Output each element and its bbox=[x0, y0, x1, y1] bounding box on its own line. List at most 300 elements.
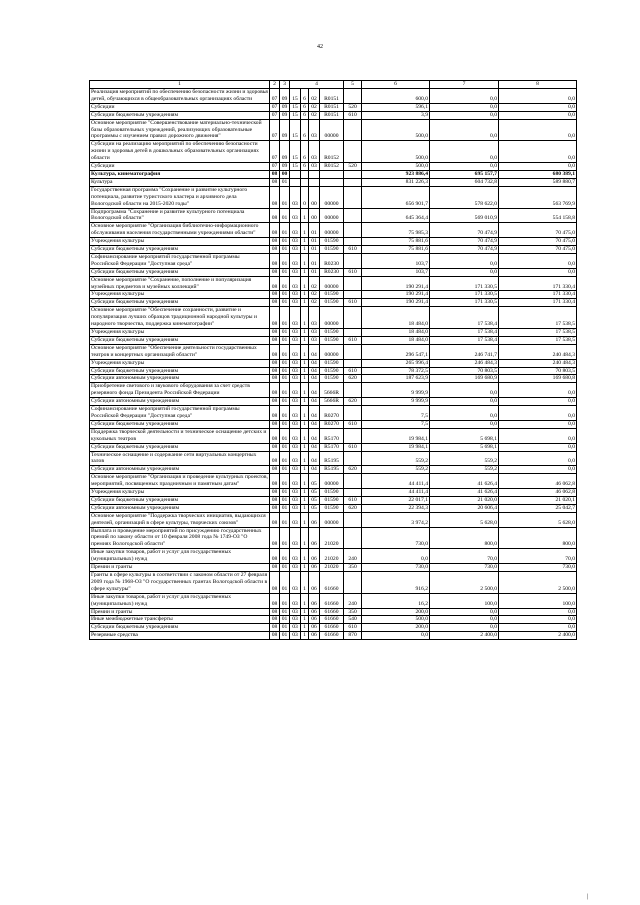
row-value-cell: 01590 bbox=[320, 489, 344, 497]
row-value-cell: 03 bbox=[290, 624, 301, 632]
row-value-cell: 17 538,4 bbox=[430, 336, 499, 344]
row-value-cell bbox=[344, 572, 362, 594]
row-value-cell: 46 062,8 bbox=[499, 489, 577, 497]
row-value-cell: 610 bbox=[344, 111, 362, 119]
table-row bbox=[90, 359, 577, 367]
row-value-cell: 0,0 bbox=[430, 268, 499, 276]
row-value-cell: 75 985,3 bbox=[362, 223, 430, 238]
row-value-cell: 01 bbox=[280, 474, 290, 489]
row-value-cell: 08 bbox=[270, 367, 280, 375]
row-value-cell: R0152 bbox=[320, 163, 344, 171]
row-value-cell: 246 741,7 bbox=[430, 344, 499, 359]
row-value-cell: 08 bbox=[270, 398, 280, 406]
row-value-cell: 169 680,8 bbox=[499, 375, 577, 383]
row-value-cell: 61660 bbox=[320, 632, 344, 640]
row-name-cell: Иные закупки товаров, работ и услуг для государственных (муниципальных) нужд bbox=[90, 549, 270, 564]
row-value-cell: 610 bbox=[344, 336, 362, 344]
row-value-cell bbox=[344, 474, 362, 489]
row-value-cell: 01 bbox=[280, 367, 290, 375]
row-value-cell: 07 bbox=[270, 119, 280, 141]
row-value-cell: 01 bbox=[280, 527, 290, 549]
corner-mark: | bbox=[587, 894, 589, 900]
row-value-cell: 75 881,6 bbox=[362, 238, 430, 246]
row-value-cell: 00000 bbox=[320, 344, 344, 359]
row-name-cell: Премии и гранты bbox=[90, 608, 270, 616]
row-value-cell: 08 bbox=[270, 406, 280, 421]
row-value-cell: 09 bbox=[280, 89, 290, 104]
row-value-cell: 21 020,0 bbox=[430, 496, 499, 504]
row-value-cell: 589 880,7 bbox=[499, 178, 577, 186]
row-name-cell: Подпрограмма "Сохранение и развитие культурного потенциала Вологодской области" bbox=[90, 208, 270, 223]
row-value-cell: 3,9 bbox=[362, 111, 430, 119]
row-value-cell: 1 bbox=[301, 443, 309, 451]
row-value-cell: 08 bbox=[270, 253, 280, 268]
row-value-cell: 08 bbox=[270, 632, 280, 640]
row-value-cell: 190 291,4 bbox=[362, 276, 430, 291]
row-value-cell: 200,0 bbox=[362, 608, 430, 616]
row-value-cell: 08 bbox=[270, 299, 280, 307]
row-value-cell: 0,0 bbox=[499, 119, 577, 141]
row-value-cell: 1 bbox=[301, 489, 309, 497]
row-value-cell: 03 bbox=[290, 608, 301, 616]
row-name-cell: Субсидии на реализацию мероприятий по обеспечению безопасности жизни и здоровья детей в дошкольных образовательных организациях области bbox=[90, 141, 270, 163]
table-row bbox=[90, 512, 577, 527]
row-value-cell: 2 400,0 bbox=[499, 632, 577, 640]
row-value-cell: 00000 bbox=[320, 474, 344, 489]
row-value-cell: 06 bbox=[309, 624, 320, 632]
page-number: 42 bbox=[317, 44, 323, 50]
row-value-cell: 0,0 bbox=[499, 111, 577, 119]
row-value-cell: 0,0 bbox=[430, 89, 499, 104]
row-value-cell: 5 698,1 bbox=[430, 443, 499, 451]
row-value-cell: 0,0 bbox=[430, 398, 499, 406]
row-name-cell: Реализация мероприятий по обеспечению безопасности жизни и здоровья детей, обучающихся в общеобразовательных организациях области bbox=[91, 89, 268, 102]
row-value-cell: 01 bbox=[280, 451, 290, 466]
header-cell: 6 bbox=[362, 81, 430, 89]
row-value-cell: 03 bbox=[309, 307, 320, 329]
row-value-cell: 21 020,1 bbox=[499, 496, 577, 504]
table-row bbox=[90, 572, 577, 594]
row-value-cell: 1 bbox=[301, 420, 309, 428]
row-value-cell bbox=[344, 253, 362, 268]
row-value-cell: 171 330,4 bbox=[499, 299, 577, 307]
row-value-cell: 01 bbox=[280, 466, 290, 474]
row-value-cell: 596,1 bbox=[362, 103, 430, 111]
row-value-cell: 08 bbox=[270, 572, 280, 594]
row-value-cell: 1 bbox=[301, 564, 309, 572]
row-name-cell: Субсидии автономным учреждениям bbox=[90, 375, 270, 383]
row-name-cell: Поддержка творческой деятельности и техническое оснащение детских и кукольных театров bbox=[90, 428, 270, 443]
row-value-cell: 680 389,1 bbox=[499, 170, 577, 178]
header-cell: 4 bbox=[290, 81, 344, 89]
row-value-cell bbox=[344, 89, 362, 104]
row-value-cell: 1 bbox=[301, 466, 309, 474]
row-value-cell: 17 538,5 bbox=[499, 307, 577, 329]
row-value-cell: 70 474,9 bbox=[430, 238, 499, 246]
row-value-cell: R5170 bbox=[320, 428, 344, 443]
row-value-cell: 0,0 bbox=[430, 111, 499, 119]
row-value-cell: 1 bbox=[301, 268, 309, 276]
row-value-cell: 01 bbox=[309, 253, 320, 268]
row-value-cell: 01 bbox=[280, 428, 290, 443]
table-row bbox=[90, 253, 577, 268]
row-name-cell: Иные межбюджетные трансферты bbox=[90, 616, 270, 624]
table-row bbox=[90, 307, 577, 329]
row-value-cell: 08 bbox=[270, 170, 280, 178]
row-value-cell: 559,2 bbox=[430, 466, 499, 474]
row-value-cell: 01 bbox=[280, 420, 290, 428]
row-value-cell: 06 bbox=[309, 564, 320, 572]
row-value-cell: 730,0 bbox=[362, 564, 430, 572]
row-value-cell: 0,0 bbox=[430, 420, 499, 428]
row-value-cell: 03 bbox=[290, 223, 301, 238]
row-value-cell: 04 bbox=[309, 406, 320, 421]
row-value-cell bbox=[344, 238, 362, 246]
budget-table bbox=[89, 80, 577, 640]
table-row bbox=[90, 443, 577, 451]
row-value-cell bbox=[309, 178, 320, 186]
row-value-cell: 831 226,3 bbox=[362, 178, 430, 186]
row-value-cell: 100,0 bbox=[430, 593, 499, 608]
row-value-cell: 01 bbox=[280, 299, 290, 307]
row-value-cell: 1 bbox=[301, 223, 309, 238]
table-row bbox=[90, 367, 577, 375]
row-value-cell: 15 bbox=[290, 103, 301, 111]
row-value-cell: 01 bbox=[309, 238, 320, 246]
row-value-cell: 04 bbox=[309, 359, 320, 367]
row-value-cell: 22 017,1 bbox=[362, 496, 430, 504]
row-value-cell: 500,0 bbox=[362, 141, 430, 163]
row-value-cell: 656 901,7 bbox=[362, 186, 430, 208]
row-value-cell: 08 bbox=[270, 451, 280, 466]
table-row bbox=[90, 527, 577, 549]
table-row bbox=[90, 420, 577, 428]
row-value-cell: 61660 bbox=[320, 624, 344, 632]
row-value-cell: 08 bbox=[270, 624, 280, 632]
row-name-cell: Учреждения культуры bbox=[90, 238, 270, 246]
row-value-cell: 03 bbox=[290, 299, 301, 307]
row-value-cell: 0,0 bbox=[499, 624, 577, 632]
row-value-cell: 171 330,4 bbox=[499, 276, 577, 291]
row-value-cell: 08 bbox=[270, 375, 280, 383]
row-value-cell: 1 bbox=[301, 428, 309, 443]
row-value-cell: 1 bbox=[301, 344, 309, 359]
table-row bbox=[90, 223, 577, 238]
row-value-cell: 06 bbox=[309, 512, 320, 527]
row-value-cell: 08 bbox=[270, 344, 280, 359]
row-name-cell: Субсидии автономным учреждениям bbox=[90, 504, 270, 512]
row-name-cell: Учреждения культуры bbox=[90, 291, 270, 299]
row-value-cell: 03 bbox=[309, 336, 320, 344]
row-value-cell: 103,7 bbox=[362, 268, 430, 276]
row-name-cell: Субсидии бюджетным учреждениям bbox=[90, 111, 270, 119]
row-name-cell: Субсидии автономным учреждениям bbox=[90, 466, 270, 474]
row-value-cell: 350 bbox=[344, 608, 362, 616]
table-row bbox=[90, 246, 577, 254]
row-value-cell: 01 bbox=[280, 504, 290, 512]
row-value-cell: 540 bbox=[344, 616, 362, 624]
table-row bbox=[90, 163, 577, 171]
row-value-cell: 01 bbox=[280, 616, 290, 624]
row-value-cell: R0151 bbox=[320, 111, 344, 119]
row-value-cell: 03 bbox=[290, 443, 301, 451]
row-value-cell: 01 bbox=[280, 564, 290, 572]
row-value-cell: 620 bbox=[344, 504, 362, 512]
row-value-cell: 190 291,4 bbox=[362, 291, 430, 299]
row-value-cell bbox=[344, 527, 362, 549]
row-value-cell: 500,0 bbox=[362, 616, 430, 624]
row-value-cell: 169 680,9 bbox=[430, 375, 499, 383]
row-value-cell: 02 bbox=[309, 276, 320, 291]
row-value-cell: 70 475,0 bbox=[499, 246, 577, 254]
row-value-cell: 1 bbox=[301, 512, 309, 527]
row-value-cell: 01 bbox=[309, 223, 320, 238]
row-value-cell: 03 bbox=[290, 238, 301, 246]
table-row bbox=[90, 299, 577, 307]
table-row bbox=[90, 103, 577, 111]
row-value-cell: 695 157,7 bbox=[430, 170, 499, 178]
row-value-cell: 75 881,6 bbox=[362, 246, 430, 254]
row-value-cell: 6 bbox=[301, 141, 309, 163]
row-value-cell: 04 bbox=[309, 375, 320, 383]
row-value-cell: 1 bbox=[301, 299, 309, 307]
row-value-cell: 03 bbox=[290, 208, 301, 223]
row-value-cell: 07 bbox=[270, 141, 280, 163]
row-value-cell: 01 bbox=[280, 178, 290, 186]
row-value-cell: 610 bbox=[344, 624, 362, 632]
row-value-cell: 0 bbox=[301, 186, 309, 208]
row-value-cell: 03 bbox=[290, 398, 301, 406]
row-name-cell: Субсидии bbox=[90, 163, 270, 171]
row-value-cell: 01590 bbox=[320, 291, 344, 299]
row-value-cell: 03 bbox=[309, 163, 320, 171]
row-value-cell: 171 330,5 bbox=[430, 299, 499, 307]
row-value-cell: 0,0 bbox=[362, 632, 430, 640]
row-value-cell bbox=[344, 344, 362, 359]
row-value-cell: 03 bbox=[290, 593, 301, 608]
row-value-cell: 1 bbox=[301, 527, 309, 549]
row-value-cell: 01590 bbox=[320, 238, 344, 246]
row-value-cell: 01590 bbox=[320, 246, 344, 254]
row-value-cell: 559,2 bbox=[362, 451, 430, 466]
row-value-cell: 1 bbox=[301, 291, 309, 299]
row-name-cell: Субсидии бюджетным учреждениям bbox=[90, 268, 270, 276]
row-value-cell: 05 bbox=[309, 496, 320, 504]
row-value-cell: 03 bbox=[290, 359, 301, 367]
row-value-cell: 1 bbox=[301, 246, 309, 254]
row-value-cell: 08 bbox=[270, 496, 280, 504]
row-value-cell: 08 bbox=[270, 276, 280, 291]
header-cell: 8 bbox=[499, 81, 577, 89]
row-value-cell: 296 547,1 bbox=[362, 344, 430, 359]
row-value-cell: 265 996,4 bbox=[362, 359, 430, 367]
row-value-cell: 03 bbox=[290, 246, 301, 254]
row-value-cell: 5 628,0 bbox=[499, 512, 577, 527]
row-value-cell: 800,0 bbox=[430, 527, 499, 549]
row-value-cell: 1 bbox=[301, 307, 309, 329]
table-row bbox=[90, 329, 577, 337]
row-value-cell: 03 bbox=[290, 564, 301, 572]
row-value-cell: 350 bbox=[344, 564, 362, 572]
row-value-cell: 620 bbox=[344, 375, 362, 383]
row-value-cell: 171 330,5 bbox=[430, 291, 499, 299]
row-value-cell: 2 500,0 bbox=[499, 572, 577, 594]
row-value-cell: 08 bbox=[270, 527, 280, 549]
row-name-cell: Основное мероприятие "Организация и проведение культурных проектов, мероприятий, посвященных праздничным и памятным датам" bbox=[91, 474, 268, 488]
row-name-cell: Резервные средства bbox=[90, 632, 270, 640]
row-value-cell: 78 372,5 bbox=[362, 367, 430, 375]
row-value-cell: 18 484,0 bbox=[362, 307, 430, 329]
row-value-cell: 08 bbox=[270, 420, 280, 428]
row-value-cell: 800,0 bbox=[499, 527, 577, 549]
row-value-cell: 70 475,0 bbox=[499, 223, 577, 238]
header-cell: 2 bbox=[270, 81, 280, 89]
row-value-cell: 61660 bbox=[320, 593, 344, 608]
row-value-cell: 01 bbox=[280, 253, 290, 268]
row-value-cell bbox=[320, 178, 344, 186]
row-value-cell bbox=[290, 170, 301, 178]
table-row bbox=[90, 624, 577, 632]
row-value-cell: 61660 bbox=[320, 616, 344, 624]
row-value-cell: 171 330,4 bbox=[499, 291, 577, 299]
row-name-cell: Основное мероприятие "Обеспечение сохранности, развитие и популяризация лучших образцов традиционной народной культуры и народного творчества, поддержка кинематографии" bbox=[90, 307, 270, 329]
row-value-cell: 08 bbox=[270, 504, 280, 512]
row-value-cell: 06 bbox=[309, 608, 320, 616]
row-value-cell: 22 394,3 bbox=[362, 504, 430, 512]
row-value-cell bbox=[309, 170, 320, 178]
row-value-cell: 0,0 bbox=[430, 141, 499, 163]
row-value-cell: 1 bbox=[301, 572, 309, 594]
row-value-cell: 1 bbox=[301, 549, 309, 564]
row-value-cell: 0,0 bbox=[430, 119, 499, 141]
row-value-cell: 07 bbox=[270, 89, 280, 104]
row-value-cell bbox=[344, 359, 362, 367]
row-value-cell: 01 bbox=[280, 489, 290, 497]
row-value-cell: 18 484,0 bbox=[362, 336, 430, 344]
row-value-cell: 04 bbox=[309, 443, 320, 451]
row-value-cell: 09 bbox=[280, 111, 290, 119]
row-value-cell: 01 bbox=[280, 549, 290, 564]
row-value-cell: 01 bbox=[280, 512, 290, 527]
row-value-cell: 916,2 bbox=[362, 572, 430, 594]
row-value-cell: 01 bbox=[280, 383, 290, 398]
row-value-cell: 0,0 bbox=[430, 608, 499, 616]
row-value-cell bbox=[344, 276, 362, 291]
row-value-cell: 08 bbox=[270, 307, 280, 329]
row-value-cell: 03 bbox=[290, 428, 301, 443]
row-value-cell: 610 bbox=[344, 299, 362, 307]
row-value-cell bbox=[344, 208, 362, 223]
row-value-cell: 0,0 bbox=[430, 624, 499, 632]
row-value-cell bbox=[344, 119, 362, 141]
row-value-cell: 6 bbox=[301, 163, 309, 171]
row-value-cell: 20 606,4 bbox=[430, 504, 499, 512]
row-value-cell: 08 bbox=[270, 223, 280, 238]
row-value-cell: 03 bbox=[290, 186, 301, 208]
row-value-cell: 0,0 bbox=[430, 616, 499, 624]
row-value-cell: 03 bbox=[309, 119, 320, 141]
row-name-cell: Основное мероприятие "Поддержка творческих инициатив, выдающихся деятелей, организаций в сфере культуры, творческих союзов" bbox=[90, 512, 270, 527]
row-value-cell: 08 bbox=[270, 178, 280, 186]
row-value-cell: 70 474,9 bbox=[430, 246, 499, 254]
row-value-cell: 06 bbox=[309, 616, 320, 624]
row-value-cell: 240 484,3 bbox=[499, 359, 577, 367]
row-value-cell bbox=[344, 406, 362, 421]
row-value-cell: 08 bbox=[270, 428, 280, 443]
row-value-cell: R5195 bbox=[320, 451, 344, 466]
row-value-cell: 1 bbox=[301, 276, 309, 291]
row-value-cell: 03 bbox=[290, 406, 301, 421]
row-value-cell bbox=[344, 307, 362, 329]
row-value-cell: 19 984,1 bbox=[362, 443, 430, 451]
row-value-cell: 18 484,0 bbox=[362, 329, 430, 337]
row-name-cell: Культура bbox=[90, 178, 270, 186]
row-value-cell: 02 bbox=[309, 103, 320, 111]
row-value-cell: 04 bbox=[309, 451, 320, 466]
row-value-cell: 07 bbox=[270, 163, 280, 171]
row-value-cell: 645 364,4 bbox=[362, 208, 430, 223]
row-value-cell: 03 bbox=[290, 367, 301, 375]
row-value-cell: 730,0 bbox=[430, 564, 499, 572]
row-name-cell: Основное мероприятие "Совершенствование материально-технической базы образовательных учреждений, реализующих образовательные программы с изучением правил дорожного движения" bbox=[90, 119, 270, 141]
row-value-cell: 5 628,0 bbox=[430, 512, 499, 527]
row-value-cell: 520 bbox=[344, 103, 362, 111]
row-value-cell: 610 bbox=[344, 367, 362, 375]
row-value-cell: 03 bbox=[290, 496, 301, 504]
row-value-cell: 01590 bbox=[320, 299, 344, 307]
header-cell: 3 bbox=[280, 81, 290, 89]
row-value-cell: 5666R bbox=[320, 398, 344, 406]
row-value-cell: 0,0 bbox=[499, 89, 577, 104]
table-row bbox=[90, 208, 577, 223]
row-value-cell: 190 291,4 bbox=[362, 299, 430, 307]
row-value-cell: 70 803,5 bbox=[430, 367, 499, 375]
row-value-cell bbox=[344, 141, 362, 163]
row-value-cell: 05 bbox=[309, 474, 320, 489]
row-value-cell: 15 bbox=[290, 163, 301, 171]
row-value-cell: 03 bbox=[290, 616, 301, 624]
row-value-cell: 08 bbox=[270, 608, 280, 616]
row-value-cell: R0270 bbox=[320, 406, 344, 421]
row-value-cell: 08 bbox=[270, 549, 280, 564]
row-value-cell bbox=[301, 170, 309, 178]
row-value-cell: 03 bbox=[290, 527, 301, 549]
row-name-cell: Культура, кинематография bbox=[90, 170, 270, 178]
table-row bbox=[90, 496, 577, 504]
row-value-cell: 07 bbox=[270, 111, 280, 119]
row-name-cell: Основное мероприятие "Организация библиотечно-информационного обслуживания населения государственными учреждениями области" bbox=[90, 223, 270, 238]
row-name-cell: Учреждения культуры bbox=[90, 359, 270, 367]
table-row bbox=[90, 268, 577, 276]
row-value-cell: 01 bbox=[280, 398, 290, 406]
row-value-cell: 04 bbox=[309, 420, 320, 428]
row-name-cell: Субсидии бюджетным учреждениям bbox=[90, 496, 270, 504]
row-value-cell: R0230 bbox=[320, 253, 344, 268]
row-value-cell: 08 bbox=[270, 564, 280, 572]
row-value-cell: 00 bbox=[309, 186, 320, 208]
row-value-cell: 05 bbox=[309, 504, 320, 512]
row-value-cell: 0,0 bbox=[499, 466, 577, 474]
row-value-cell: 559,2 bbox=[362, 466, 430, 474]
row-value-cell: 730,0 bbox=[362, 527, 430, 549]
row-value-cell: 08 bbox=[270, 474, 280, 489]
row-value-cell: 00 bbox=[309, 208, 320, 223]
table-row bbox=[90, 406, 577, 421]
row-value-cell: 2 400,0 bbox=[430, 632, 499, 640]
row-name-cell: Софинансирование мероприятий государственной программы Российской Федерации "Доступная среда" bbox=[90, 406, 270, 421]
row-value-cell bbox=[344, 170, 362, 178]
row-value-cell: 16,2 bbox=[362, 593, 430, 608]
